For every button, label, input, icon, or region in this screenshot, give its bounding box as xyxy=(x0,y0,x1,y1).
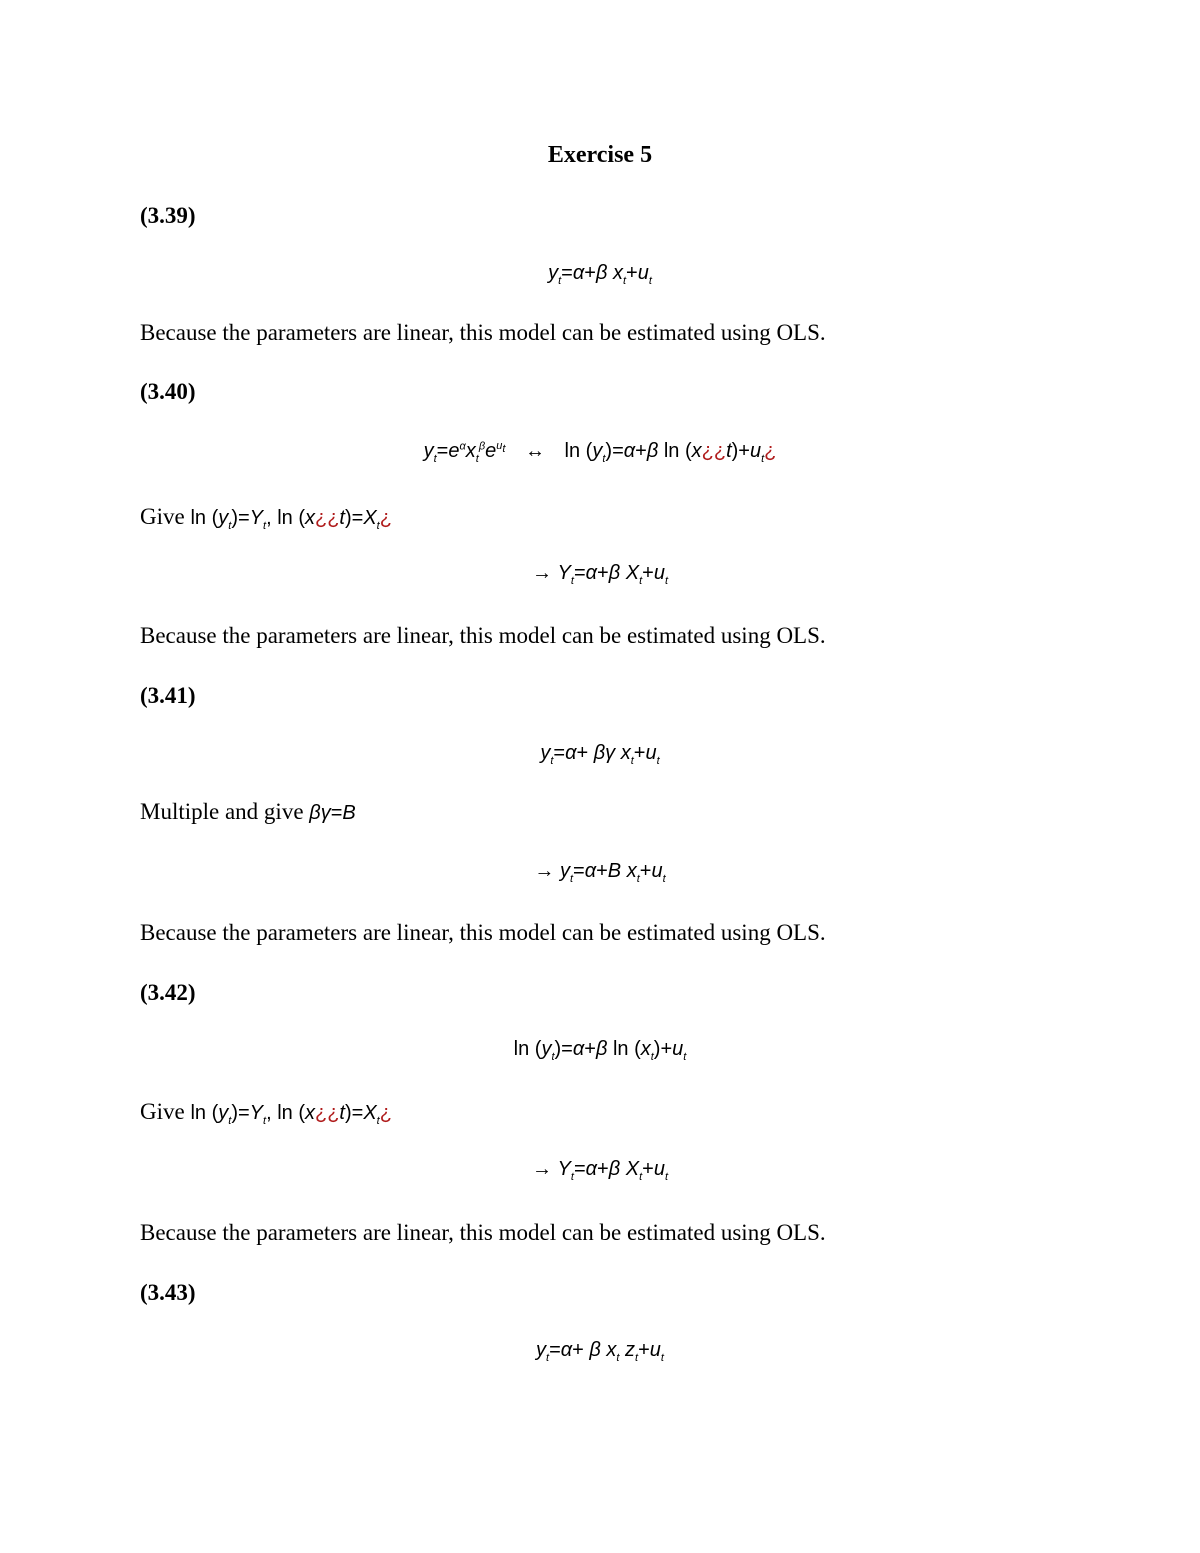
multiple-line-3-41: Multiple and give βγ=B xyxy=(140,799,356,824)
section-label-3-41: (3.41) xyxy=(140,683,196,708)
conclusion-3-42: Because the parameters are linear, this model can be estimated using OLS. xyxy=(140,1220,826,1245)
section-label-3-43: (3.43) xyxy=(140,1280,196,1305)
equation-3-43: $y_t=\alpha+ \beta$ $x_t$ $z_t+u_t$ xyxy=(536,1339,664,1364)
multiple-text: Multiple and give xyxy=(140,799,304,824)
equation-3-39: $y_t=\alpha+\beta$ $x_t+u_t$ xyxy=(548,262,652,287)
equation-3-40: $y_t=e^\alpha x_t^\beta e^{u_t}$ ↔ $\ln (y_t)=\alpha+\beta$ $\ln (x¿¿t)+u_t¿$ xyxy=(423,440,777,465)
equation-3-42: $\ln (y_t)=\alpha+\beta$ $\ln (x_t)+u_t$ xyxy=(513,1038,687,1063)
give-word: Give xyxy=(140,504,185,529)
give-word: Give xyxy=(140,1099,185,1124)
equation-3-41-transformed: → $y_t=\alpha+B$ $x_t+u_t$ xyxy=(534,860,666,885)
section-label-3-42: (3.42) xyxy=(140,980,196,1005)
conclusion-3-41: Because the parameters are linear, this model can be estimated using OLS. xyxy=(140,920,826,945)
equation-3-42-transformed: → $Y_t=\alpha+\beta$ $X_t+u_t$ xyxy=(531,1158,669,1183)
conclusion-3-39: Because the parameters are linear, this model can be estimated using OLS. xyxy=(140,320,826,345)
section-label-3-40: (3.40) xyxy=(140,379,196,404)
section-label-3-39: (3.39) xyxy=(140,203,196,228)
page-title: Exercise 5 xyxy=(547,142,653,168)
give-line-3-40: Give $\ln (y_t)=Y_t$, $\ln (x¿¿t)=X_t¿$ xyxy=(140,504,392,532)
conclusion-3-40: Because the parameters are linear, this model can be estimated using OLS. xyxy=(140,623,826,648)
give-line-3-42: Give $\ln (y_t)=Y_t$, $\ln (x¿¿t)=X_t¿$ xyxy=(140,1099,392,1127)
equation-3-40-transformed: → $Y_t=\alpha+\beta$ $X_t+u_t$ xyxy=(531,562,669,587)
equation-3-41: $y_t=\alpha+ \beta\gamma$ $x_t+u_t$ xyxy=(540,742,660,767)
